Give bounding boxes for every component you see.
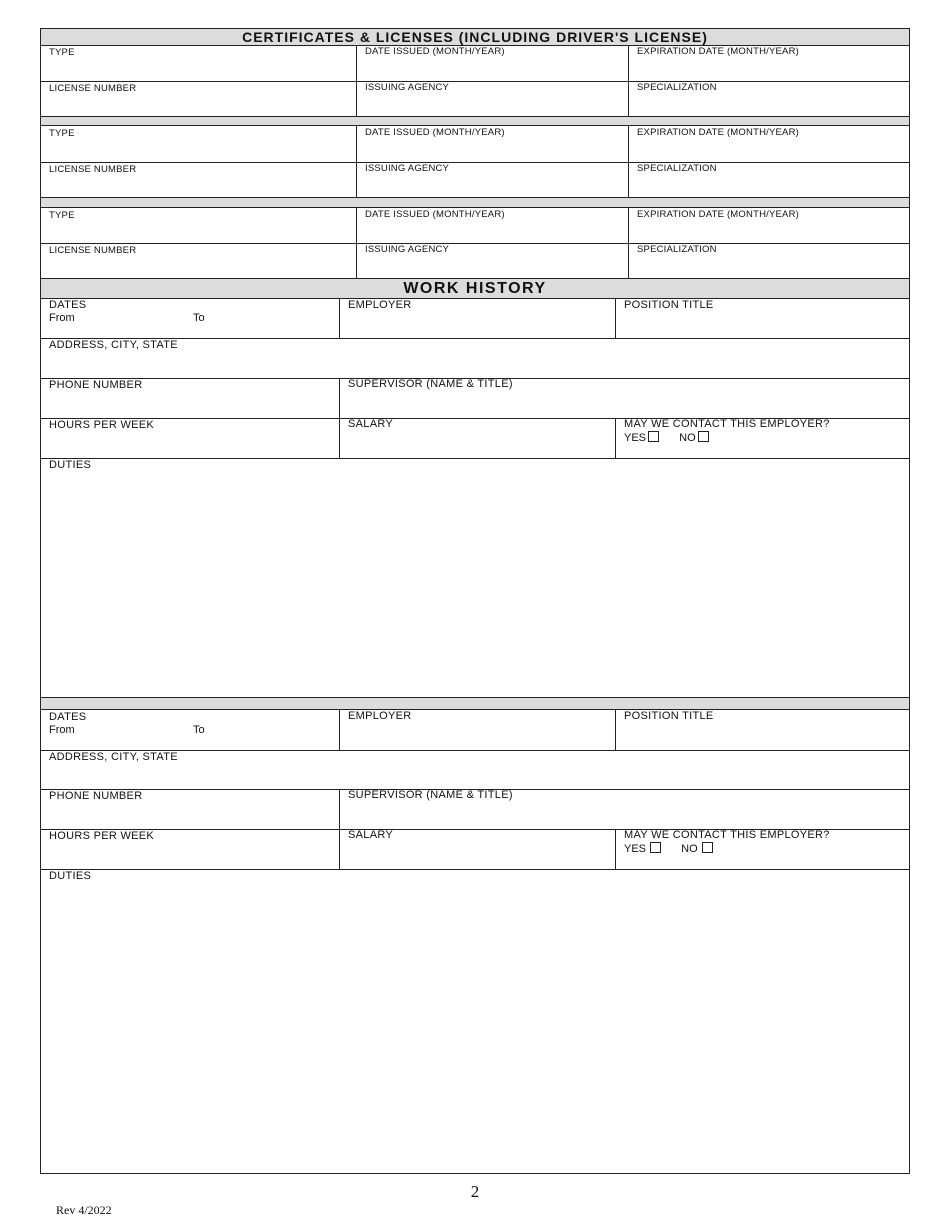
revision-label: Rev 4/2022 (56, 1203, 112, 1217)
duties-label: DUTIES (49, 870, 92, 882)
issuing-agency-label: ISSUING AGENCY (365, 244, 450, 255)
type-field[interactable] (41, 209, 357, 243)
yes-label: YES (624, 843, 647, 855)
issuing-agency-field[interactable] (356, 162, 629, 197)
license-number-field[interactable] (41, 163, 357, 197)
type-label: TYPE (49, 210, 75, 221)
issuing-agency-label: ISSUING AGENCY (365, 82, 450, 93)
date-issued-label: DATE ISSUED (MONTH/YEAR) (365, 127, 505, 138)
date-issued-label: DATE ISSUED (MONTH/YEAR) (365, 209, 505, 220)
position-title-label: POSITION TITLE (624, 710, 714, 722)
expiration-date-field[interactable] (628, 126, 909, 162)
page-number: 2 (470, 1182, 480, 1201)
date-issued-field[interactable] (356, 126, 629, 162)
salary-label: SALARY (348, 829, 394, 841)
specialization-label: SPECIALIZATION (637, 163, 717, 174)
separator-band (41, 197, 909, 208)
phone-field[interactable] (41, 790, 340, 829)
type-field[interactable] (41, 127, 357, 162)
type-label: TYPE (49, 128, 75, 139)
no-label: NO (679, 432, 696, 444)
no-checkbox[interactable] (698, 431, 709, 442)
employer-label: EMPLOYER (348, 710, 412, 722)
duties-field[interactable] (41, 870, 909, 1173)
license-number-field[interactable] (41, 244, 357, 278)
supervisor-label: SUPERVISOR (NAME & TITLE) (348, 789, 513, 801)
hours-field[interactable] (41, 419, 340, 458)
salary-field[interactable] (339, 418, 616, 458)
employer-field[interactable] (339, 299, 616, 339)
supervisor-label: SUPERVISOR (NAME & TITLE) (348, 378, 513, 390)
salary-field[interactable] (339, 829, 616, 869)
duties-label: DUTIES (49, 459, 92, 471)
dates-field[interactable] (41, 299, 340, 339)
specialization-label: SPECIALIZATION (637, 82, 717, 93)
type-field[interactable] (41, 46, 357, 81)
position-title-field[interactable] (615, 299, 909, 339)
hours-label: HOURS PER WEEK (49, 830, 155, 842)
separator-band (41, 116, 909, 126)
license-number-label: LICENSE NUMBER (49, 164, 137, 175)
dates-label: DATES (49, 299, 87, 311)
address-field[interactable] (41, 751, 909, 789)
phone-label: PHONE NUMBER (49, 790, 143, 802)
issuing-agency-label: ISSUING AGENCY (365, 163, 450, 174)
expiration-date-field[interactable] (628, 45, 909, 81)
from-label: From (49, 312, 75, 324)
salary-label: SALARY (348, 418, 394, 430)
contact-employer-label: MAY WE CONTACT THIS EMPLOYER? (624, 829, 830, 841)
duties-field[interactable] (41, 459, 909, 697)
expiration-date-label: EXPIRATION DATE (MONTH/YEAR) (637, 209, 800, 220)
issuing-agency-field[interactable] (356, 81, 629, 116)
specialization-label: SPECIALIZATION (637, 244, 717, 255)
specialization-field[interactable] (628, 243, 909, 278)
yes-checkbox[interactable] (648, 431, 659, 442)
date-issued-field[interactable] (356, 208, 629, 243)
contact-employer-label: MAY WE CONTACT THIS EMPLOYER? (624, 418, 830, 430)
hours-label: HOURS PER WEEK (49, 419, 155, 431)
date-issued-label: DATE ISSUED (MONTH/YEAR) (365, 46, 505, 57)
separator-band (41, 697, 909, 710)
date-issued-field[interactable] (356, 45, 629, 81)
contact-employer-field (615, 418, 909, 458)
supervisor-field[interactable] (339, 378, 909, 418)
from-label: From (49, 724, 75, 736)
type-label: TYPE (49, 47, 75, 58)
issuing-agency-field[interactable] (356, 243, 629, 278)
position-title-label: POSITION TITLE (624, 299, 714, 311)
contact-employer-field (615, 829, 909, 869)
to-label: To (193, 312, 205, 324)
license-number-label: LICENSE NUMBER (49, 245, 137, 256)
yes-checkbox[interactable] (650, 842, 661, 853)
expiration-date-label: EXPIRATION DATE (MONTH/YEAR) (637, 46, 800, 57)
work-history-header: WORK HISTORY (41, 279, 909, 299)
dates-label: DATES (49, 711, 87, 723)
hours-field[interactable] (41, 830, 340, 869)
certificates-header: CERTIFICATES & LICENSES (INCLUDING DRIVER'S LICENSE) (41, 29, 909, 45)
address-label: ADDRESS, CITY, STATE (49, 339, 178, 351)
address-field[interactable] (41, 339, 909, 378)
position-title-field[interactable] (615, 710, 909, 750)
employer-label: EMPLOYER (348, 299, 412, 311)
dates-field[interactable] (41, 711, 340, 750)
certificates-section (40, 28, 910, 279)
contact-options (624, 431, 709, 444)
specialization-field[interactable] (628, 81, 909, 116)
work-history-section (40, 278, 910, 1174)
license-number-label: LICENSE NUMBER (49, 83, 137, 94)
no-checkbox[interactable] (702, 842, 713, 853)
expiration-date-field[interactable] (628, 208, 909, 243)
specialization-field[interactable] (628, 162, 909, 197)
license-number-field[interactable] (41, 82, 357, 116)
address-label: ADDRESS, CITY, STATE (49, 751, 178, 763)
supervisor-field[interactable] (339, 789, 909, 829)
contact-options (624, 842, 713, 855)
yes-label: YES (624, 432, 647, 444)
employer-field[interactable] (339, 710, 616, 750)
phone-label: PHONE NUMBER (49, 379, 143, 391)
phone-field[interactable] (41, 379, 340, 418)
to-label: To (193, 724, 205, 736)
no-label: NO (681, 843, 698, 855)
expiration-date-label: EXPIRATION DATE (MONTH/YEAR) (637, 127, 800, 138)
